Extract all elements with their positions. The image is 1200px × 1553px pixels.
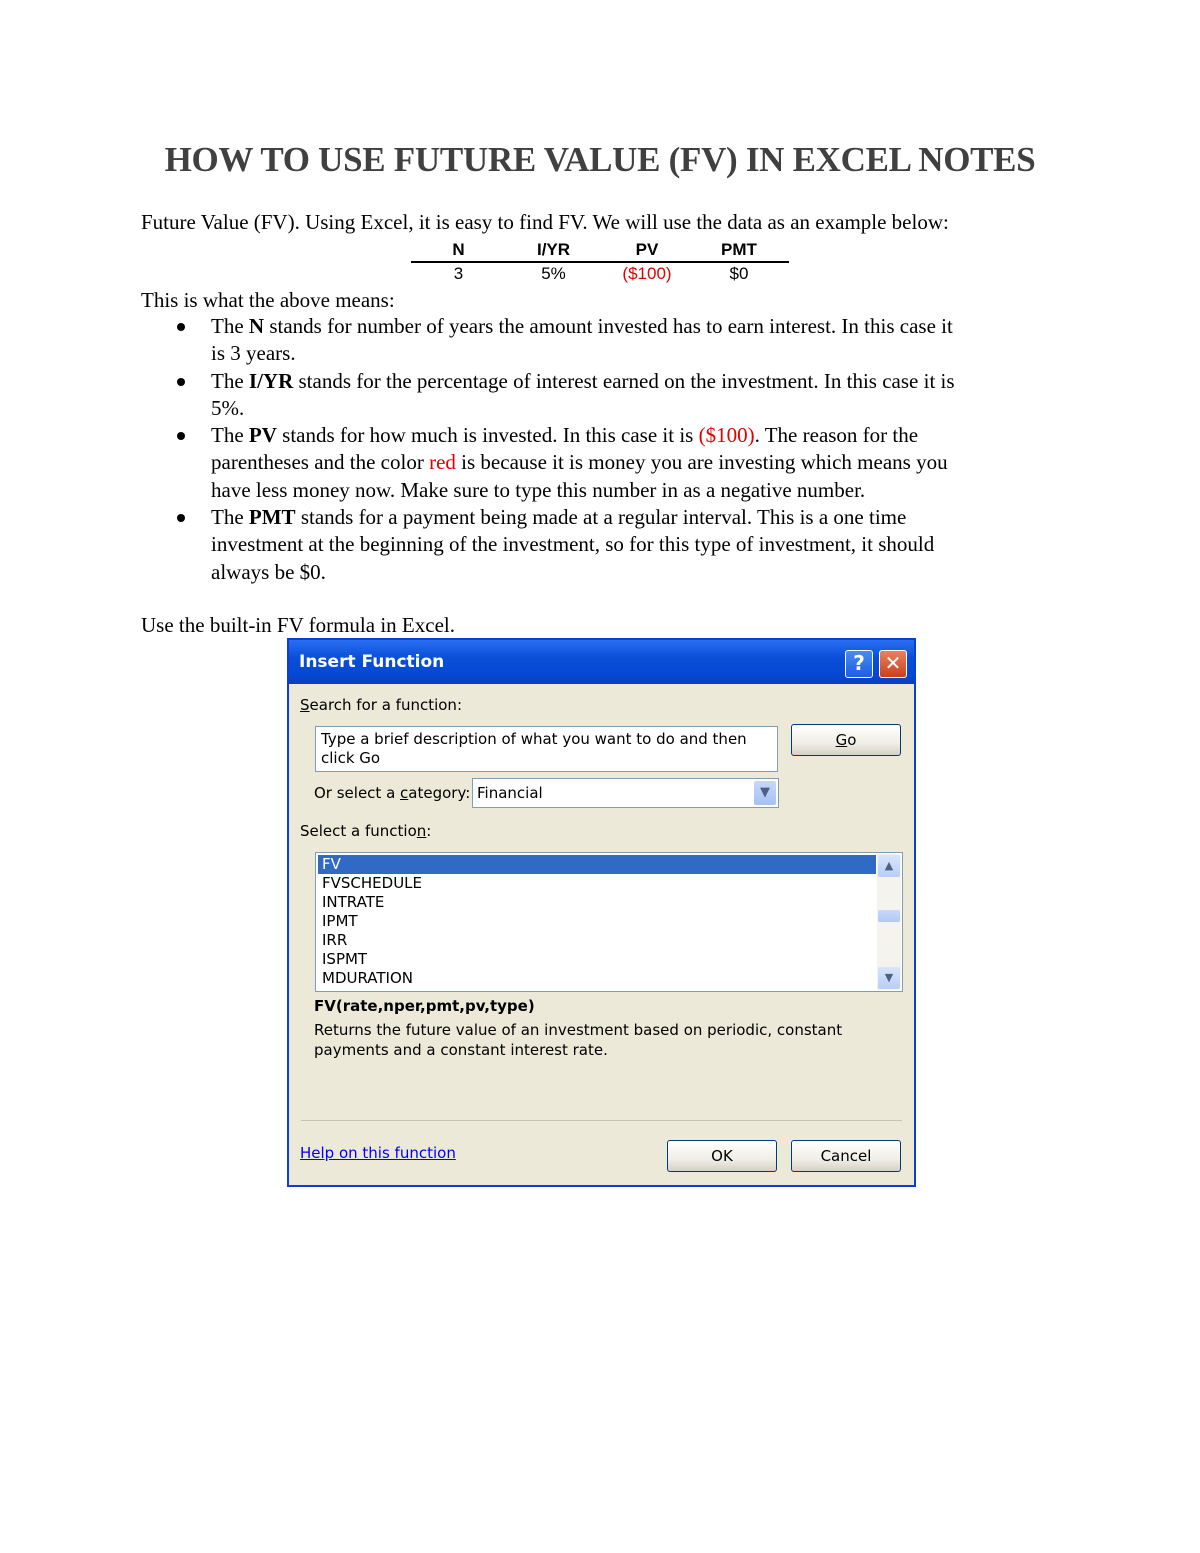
divider — [301, 1120, 902, 1121]
bullet-red-amount: ($100) — [698, 423, 755, 448]
bullet-pre: The — [211, 423, 249, 448]
page-title: HOW TO USE FUTURE VALUE (FV) IN EXCEL NOTES — [164, 140, 1036, 179]
header-pv: PV — [635, 240, 659, 259]
ok-button[interactable]: OK — [667, 1140, 777, 1172]
scroll-up-icon[interactable]: ▲ — [878, 855, 900, 877]
bullet-term: PV — [248, 423, 277, 448]
intro-paragraph: Future Value (FV). Using Excel, it is easy to find FV. We will use the data as an example below: — [141, 210, 949, 234]
bullet-pre: The — [211, 314, 249, 338]
search-label-text: earch for a function: — [309, 696, 462, 714]
help-link[interactable]: Help on this function — [300, 1144, 456, 1162]
bullet-text: investment at the beginning of the investment, so for this type of investment, it should — [211, 532, 935, 557]
list-item[interactable]: ISPMT — [322, 950, 368, 968]
bullet-dot — [177, 378, 185, 386]
function-label — [300, 822, 431, 840]
bullet-n — [141, 313, 1051, 368]
bullet-text: stands for a payment being made at a regular interval. This is a one time — [295, 505, 907, 530]
bullet-red-word: red — [429, 450, 456, 475]
list-item[interactable]: FVSCHEDULE — [322, 874, 423, 892]
list-item[interactable]: FV — [318, 855, 876, 874]
bullet-text: is because it is money you are investing which means you — [455, 450, 948, 475]
header-n: N — [452, 240, 465, 259]
data-table — [411, 239, 789, 285]
header-pmt: PMT — [721, 240, 757, 259]
function-list[interactable] — [315, 852, 903, 992]
list-scrollbar[interactable] — [877, 854, 901, 990]
search-input[interactable]: Type a brief description of what you want to do and then click Go — [315, 726, 778, 772]
bullet-iyr — [141, 368, 1051, 423]
outro-paragraph: Use the built-in FV formula in Excel. — [141, 613, 455, 637]
bullet-text: is 3 years. — [211, 341, 296, 366]
bullet-pre: The — [211, 505, 249, 530]
search-label — [300, 696, 462, 714]
category-label-pre: Or select a — [314, 784, 401, 802]
function-label-text: : — [426, 822, 432, 840]
bullet-list — [141, 313, 1051, 586]
function-label-accel: n — [416, 822, 427, 840]
close-icon[interactable]: ✕ — [879, 650, 907, 678]
category-label-accel: c — [400, 784, 409, 802]
chevron-down-icon[interactable]: ▼ — [754, 781, 776, 805]
bullet-term: N — [248, 314, 265, 338]
dialog-titlebar[interactable] — [289, 640, 914, 684]
category-select[interactable] — [472, 778, 779, 808]
function-signature: FV(rate,nper,pmt,pv,type) — [314, 997, 535, 1015]
search-label-accel: S — [300, 696, 310, 714]
data-table-row — [411, 263, 789, 285]
scroll-down-icon[interactable]: ▼ — [878, 967, 900, 989]
means-label: This is what the above means: — [141, 288, 395, 312]
list-item[interactable]: IPMT — [322, 912, 358, 930]
list-item[interactable]: IRR — [322, 931, 348, 949]
go-button[interactable] — [791, 724, 901, 756]
bullet-text: parentheses and the color — [211, 450, 430, 475]
value-n: 3 — [453, 264, 464, 283]
category-label — [314, 784, 470, 802]
bullet-pv — [141, 422, 1051, 504]
help-icon[interactable]: ? — [845, 650, 873, 678]
bullet-pmt — [141, 504, 1051, 586]
bullet-text: 5%. — [211, 395, 245, 420]
go-button-text: o — [847, 731, 857, 749]
value-pmt: $0 — [729, 264, 749, 283]
bullet-term: PMT — [248, 505, 296, 530]
list-item[interactable]: INTRATE — [322, 893, 385, 911]
value-iyr: 5% — [541, 264, 566, 283]
value-pv: ($100) — [622, 264, 672, 283]
bullet-dot — [177, 323, 185, 331]
cancel-button[interactable]: Cancel — [791, 1140, 901, 1172]
scroll-thumb[interactable] — [878, 910, 900, 922]
header-iyr: I/YR — [536, 240, 571, 259]
insert-function-dialog — [287, 638, 916, 1187]
function-label-pre: Select a functio — [300, 822, 417, 840]
bullet-term: I/YR — [248, 368, 294, 393]
bullet-text: stands for number of years the amount invested has to earn interest. In this case it — [264, 314, 953, 338]
list-item[interactable]: MDURATION — [322, 969, 413, 987]
category-value: Financial — [477, 784, 543, 802]
bullet-dot — [177, 432, 185, 440]
bullet-text: . The reason for the — [754, 423, 919, 448]
bullet-text: stands for the percentage of interest earned on the investment. In this case it is — [293, 368, 955, 393]
data-table-header — [411, 239, 789, 263]
function-description: Returns the future value of an investment based on periodic, constant payments and a constant interest rate. — [314, 1021, 843, 1059]
bullet-text: have less money now. Make sure to type this number in as a negative number. — [211, 477, 866, 502]
bullet-text: stands for how much is invested. In this case it is — [276, 423, 699, 448]
go-button-accel: G — [835, 731, 848, 749]
bullet-pre: The — [211, 368, 249, 393]
category-label-text: ategory: — [408, 784, 471, 802]
dialog-title: Insert Function — [299, 652, 445, 672]
bullet-text: always be $0. — [211, 559, 326, 584]
bullet-dot — [177, 514, 185, 522]
